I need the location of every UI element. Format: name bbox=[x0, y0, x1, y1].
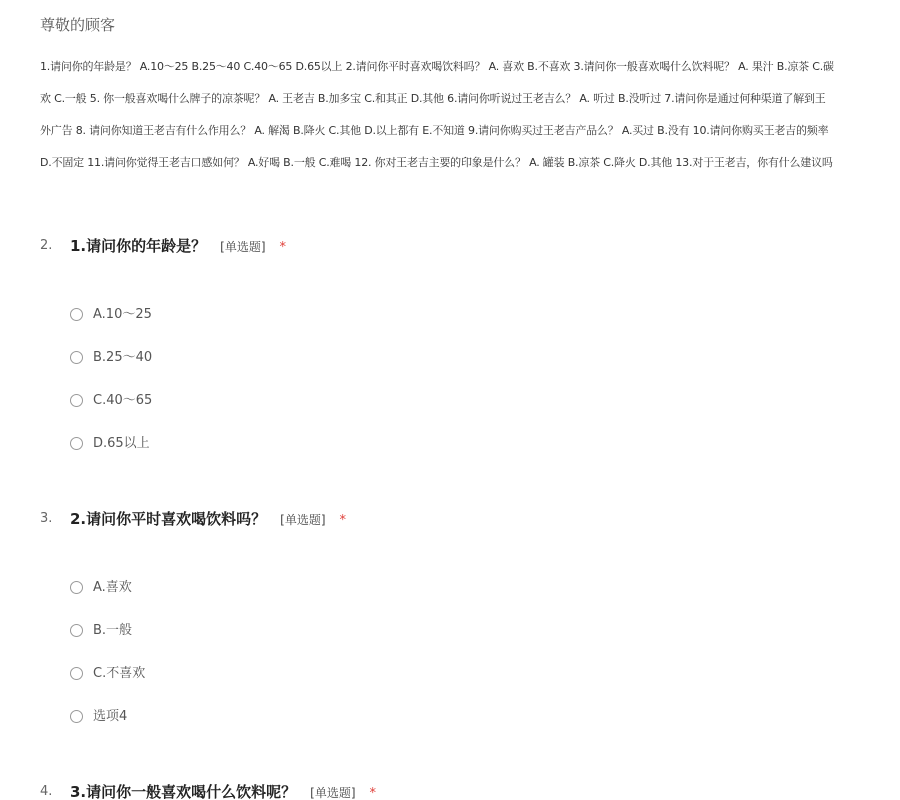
question-type-badge: [单选题] bbox=[220, 240, 266, 254]
question-number: 2. bbox=[40, 238, 53, 253]
question-number: 3. bbox=[40, 511, 53, 526]
question-drink-preference bbox=[40, 508, 900, 724]
option-label[interactable]: B.25～40 bbox=[93, 350, 153, 365]
intro-line: 欢 C.一般 5. 你一般喜欢喝什么牌子的凉茶呢？ A. 王老吉 B.加多宝 C.和其正 D.其他 6.请问你听说过王老吉么？ A. 听过 B.没听过 7.请问你是通过何种渠道了解到王 bbox=[40, 92, 826, 105]
radio-unchecked-icon[interactable] bbox=[70, 437, 83, 450]
option-label[interactable]: A.10～25 bbox=[93, 307, 152, 322]
option-label[interactable]: 选项4 bbox=[93, 709, 128, 724]
radio-unchecked-icon[interactable] bbox=[70, 710, 83, 723]
option-label[interactable]: C.40～65 bbox=[93, 393, 153, 408]
question-title bbox=[70, 781, 376, 800]
question-title-text: 2.请问你平时喜欢喝饮料吗？ bbox=[70, 510, 267, 528]
greeting-text: 尊敬的顾客 bbox=[40, 16, 116, 34]
question-header bbox=[40, 508, 900, 532]
radio-unchecked-icon[interactable] bbox=[70, 351, 83, 364]
intro-line: 外广告 8. 请问你知道王老吉有什么作用么？ A. 解渴 B.降火 C.其他 D.以上都有 E.不知道 9.请问你购买过王老吉产品么？ A.买过 B.没有 10.请问你购买王老吉的频率 bbox=[40, 124, 829, 137]
option-label[interactable]: C.不喜欢 bbox=[93, 666, 146, 681]
question-number: 4. bbox=[40, 784, 53, 799]
option-label[interactable]: B.一般 bbox=[93, 623, 133, 638]
question-title bbox=[70, 235, 286, 256]
question-title bbox=[70, 508, 346, 529]
question-title-text: 3.请问你一般喜欢喝什么饮料呢？ bbox=[70, 783, 297, 800]
survey-intro bbox=[40, 56, 900, 184]
intro-line: D.不固定 11.请问你觉得王老吉口感如何？ A.好喝 B.一般 C.难喝 12. 你对王老吉主要的印象是什么？ A. 罐装 B.凉茶 C.降火 D.其他 13.对于王老吉，你有什么建议吗 bbox=[40, 156, 833, 169]
question-header bbox=[40, 781, 900, 800]
radio-unchecked-icon[interactable] bbox=[70, 624, 83, 637]
required-marker: * bbox=[339, 513, 347, 528]
radio-unchecked-icon[interactable] bbox=[70, 394, 83, 407]
question-type-badge: [单选题] bbox=[280, 513, 326, 527]
option-label[interactable]: A.喜欢 bbox=[93, 580, 132, 595]
option-label[interactable]: D.65以上 bbox=[93, 436, 150, 451]
radio-unchecked-icon[interactable] bbox=[70, 667, 83, 680]
question-type-badge: [单选题] bbox=[310, 786, 356, 800]
radio-unchecked-icon[interactable] bbox=[70, 581, 83, 594]
required-marker: * bbox=[279, 240, 287, 255]
question-title-text: 1.请问你的年龄是？ bbox=[70, 237, 207, 255]
question-age bbox=[40, 235, 900, 451]
required-marker: * bbox=[369, 786, 377, 800]
radio-unchecked-icon[interactable] bbox=[70, 308, 83, 321]
question-drink-type bbox=[40, 781, 900, 800]
intro-line: 1.请问你的年龄是？ A.10～25 B.25～40 C.40～65 D.65以上 2.请问你平时喜欢喝饮料吗？ A. 喜欢 B.不喜欢 3.请问你一般喜欢喝什么饮料呢？ A. 果汁 B.凉茶 C.碳 bbox=[40, 60, 834, 73]
question-header bbox=[40, 235, 900, 259]
